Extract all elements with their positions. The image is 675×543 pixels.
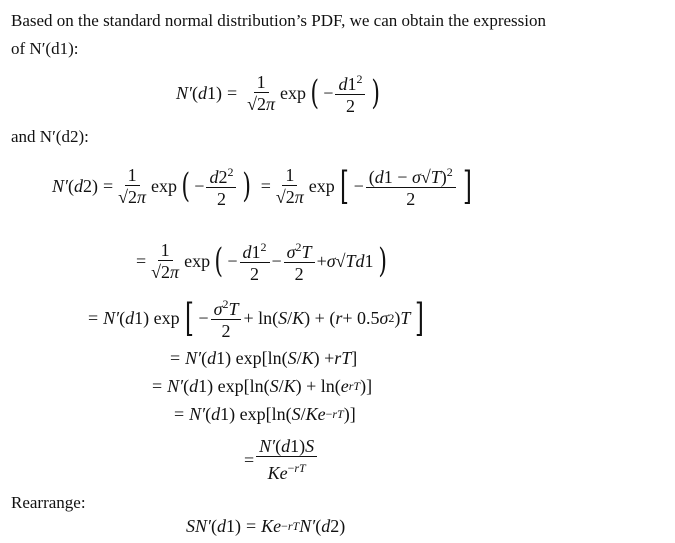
rearrange-label: Rearrange:	[11, 493, 86, 512]
equation-step-6: = N′ ( d 1) exp[ln( S / K ) + ln( e rT )]	[152, 376, 373, 396]
equation-step-4: = N′ ( d 1) exp [ − $\frac{\sigma^2T}{2}$ + ln( S / K ) + ( r + 0.5 σ 2 ) T ]	[88, 296, 425, 341]
equation-n-prime-d1: N′ ( d 1) = $\frac{1}{√2\pi}$ exp ( − $\frac{d1^2}{2}$ )	[176, 71, 381, 116]
equation-step-5: = N′ ( d 1) exp[ln( S / K ) + rT ]	[170, 348, 358, 368]
equation-final: SN′ ( d 1) = Ke −rT N′ ( d 2)	[186, 516, 346, 536]
and-n-prime-d2: and N′(d2):	[11, 127, 89, 146]
intro-line-1: Based on the standard normal distribution’s PDF, we can obtain the expression	[11, 11, 546, 30]
intro-line-2: of N′(d1):	[11, 39, 79, 58]
equation-n-prime-d2: N′ ( d 2) = $\frac{1}{√2\pi}$ exp ( − $\frac{d2^2}{2}$ ) = $\frac{1}{√2\pi}$ exp [ − $\frac{(d1 - \sigma√T)^2}{2}$ ]	[52, 164, 472, 209]
equation-step-8: = $\frac{N'(d1)S}{Ke^{-rT}}$	[244, 437, 319, 483]
equation-step-7: = N′ ( d 1) exp[ln( S / Ke −rT )]	[174, 404, 356, 424]
equation-step-3: = $\frac{1}{√2\pi}$ exp ( − $\frac{d1^2}{2}$ − $\frac{\sigma^2T}{2}$ + σ √ T d 1 )	[136, 239, 387, 284]
